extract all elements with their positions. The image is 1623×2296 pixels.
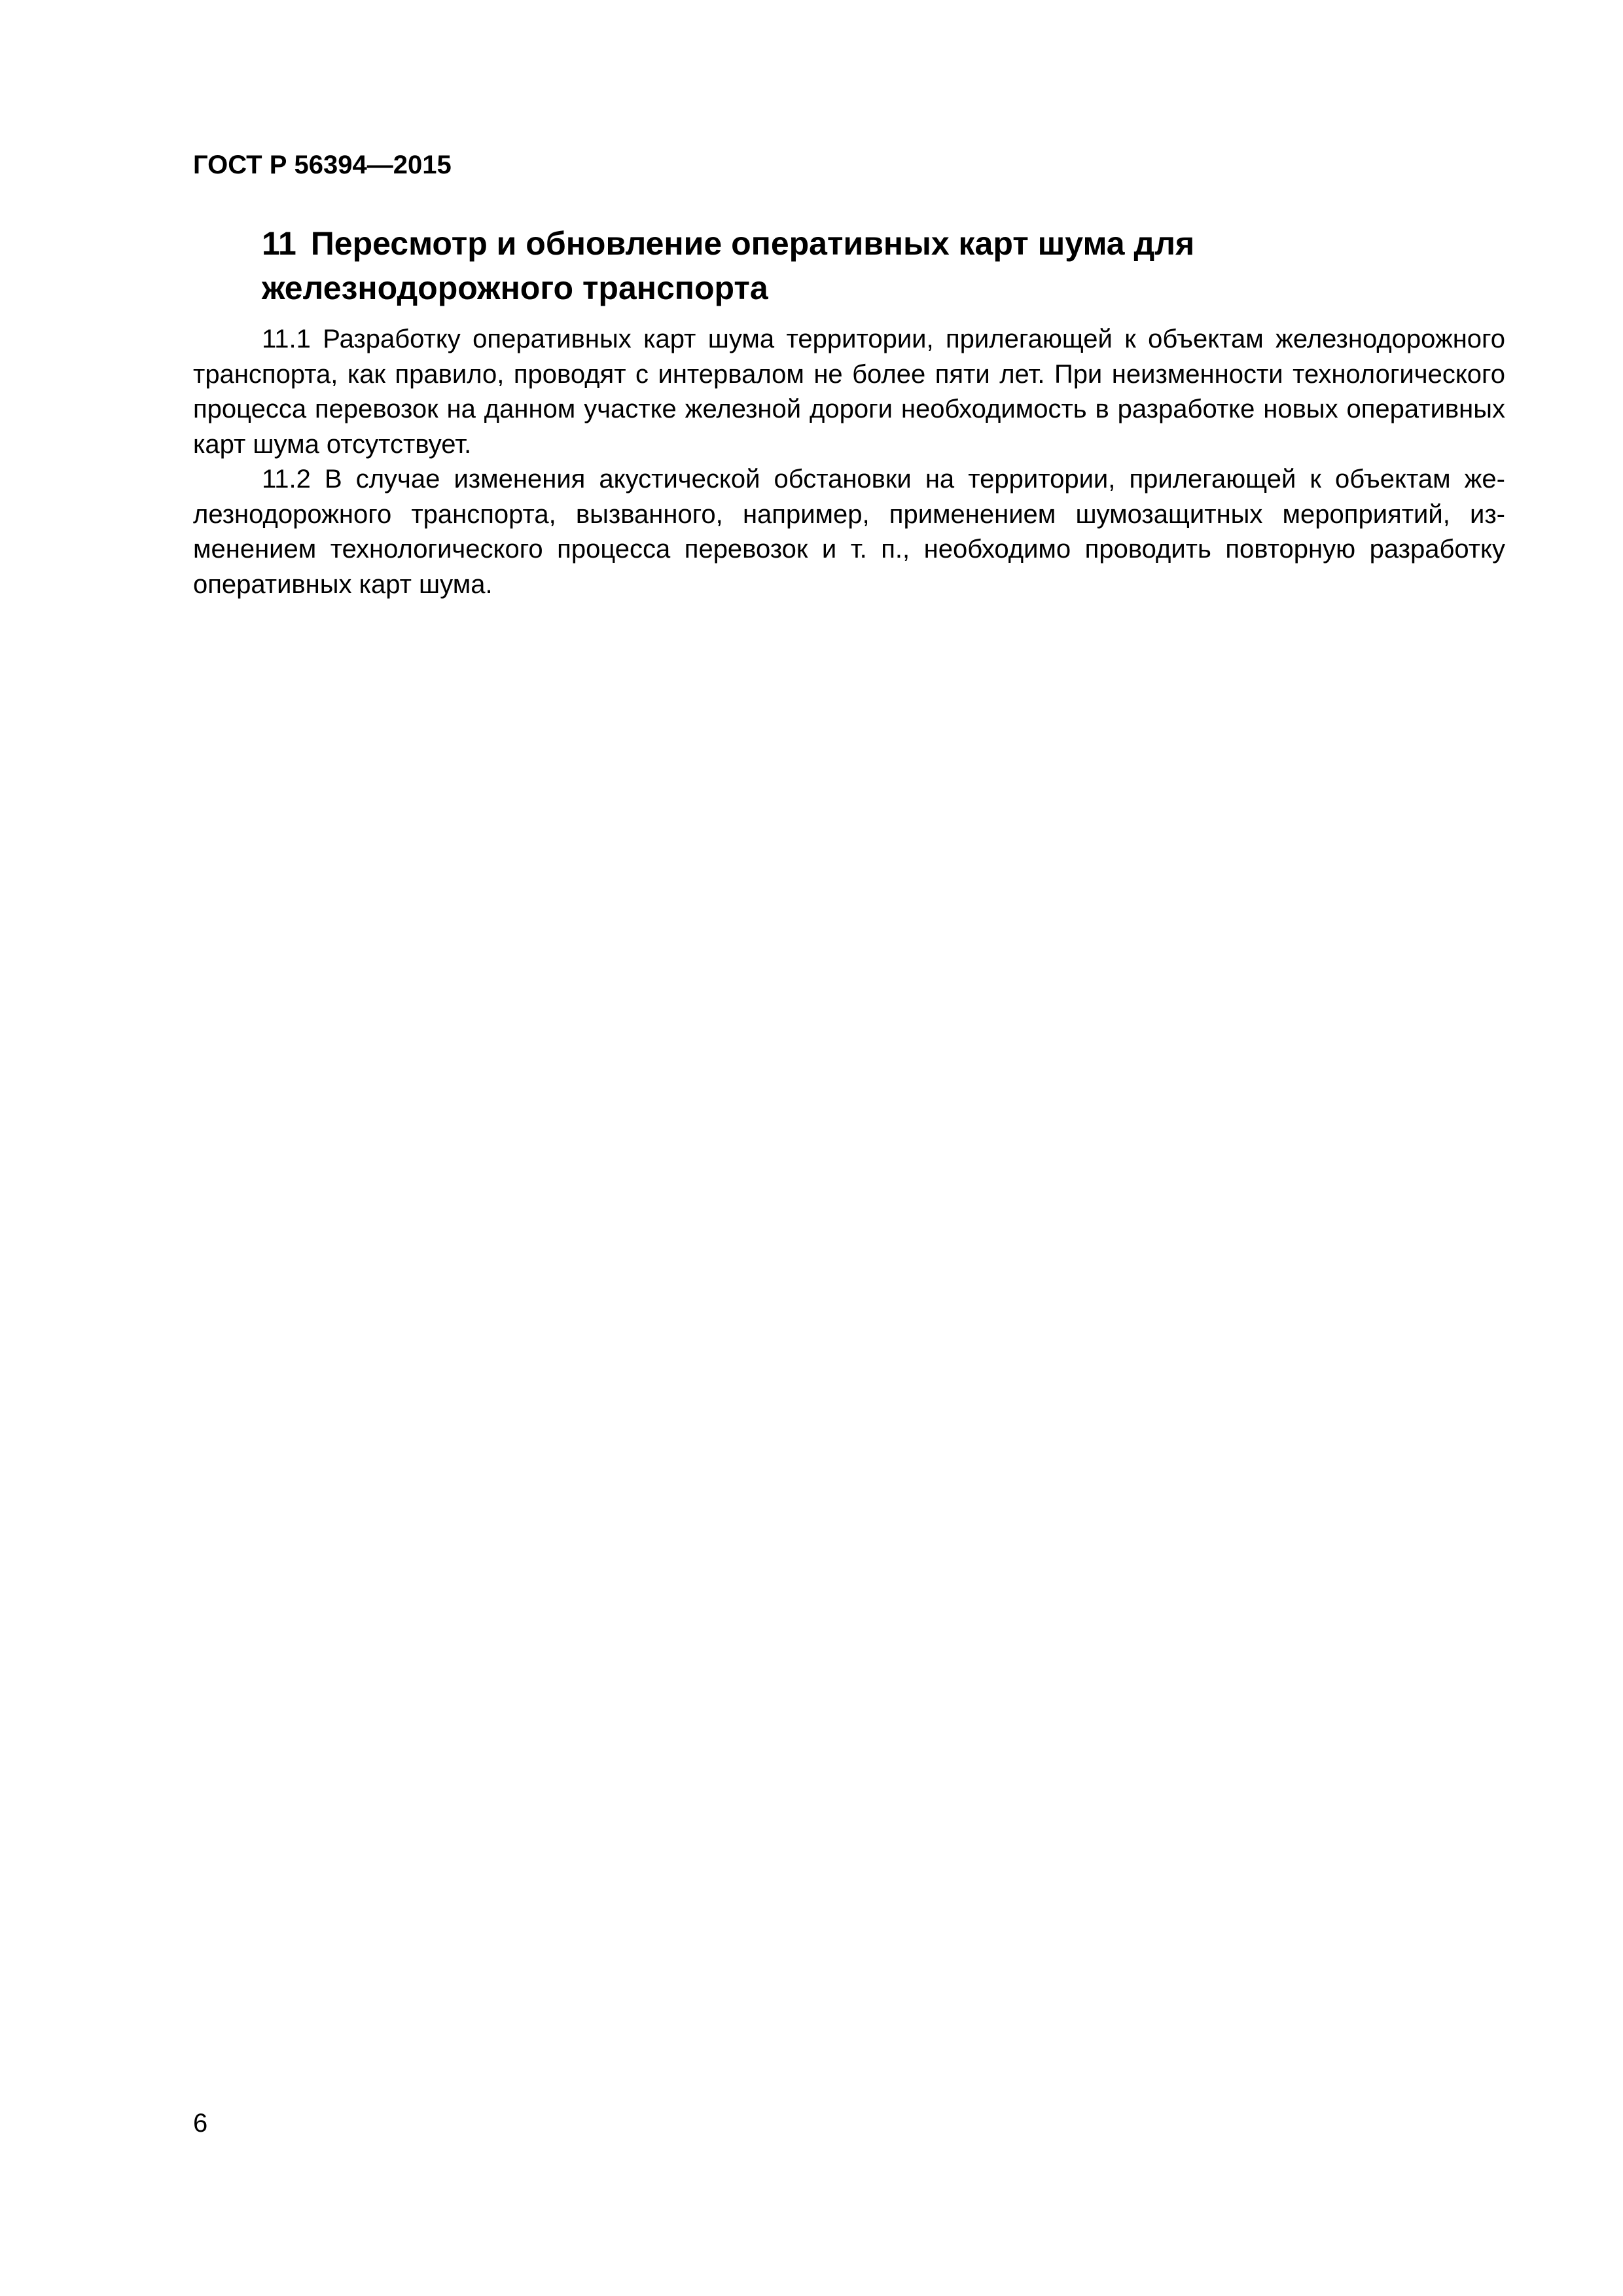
document-code: ГОСТ Р 56394—2015 [193, 151, 452, 179]
section-title-line-2: железнодорожного транспорта [262, 270, 768, 306]
section-heading [262, 221, 1505, 310]
section-body [193, 322, 1505, 602]
paragraph-11-2: 11.2 В случае изменения акустической обстановки на территории, прилегающей к объектам железнодорожного транспорта, вызванного, например, применением шумозащитных мероприятий, изменением технологического процесса перевозок и т. п., необходимо проводить повторную разработку оперативных карт шума. [193, 465, 1505, 599]
section-title-line-1: Пересмотр и обновление оперативных карт шума для [310, 225, 1195, 262]
section-number: 11 [262, 225, 296, 262]
paragraph-11-1: 11.1 Разработку оперативных карт шума территории, прилегающей к объектам железнодорожного транспорта, как правило, проводят с интервалом не более пяти лет. При неизменности технологического процесса перевозок на данном участке железной дороги необходимость в разработке новых оперативных карт шума отсутствует. [193, 325, 1505, 459]
page-number: 6 [193, 2109, 208, 2138]
